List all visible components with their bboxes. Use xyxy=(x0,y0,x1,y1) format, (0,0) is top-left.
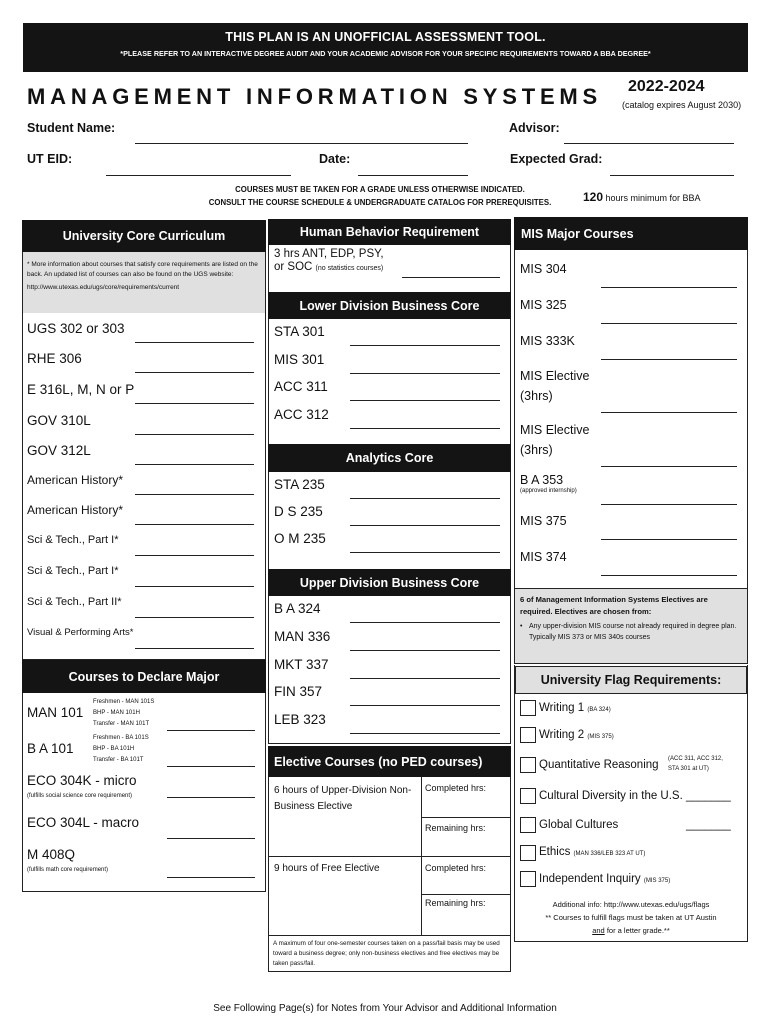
ba101-note: BHP - BA 101H xyxy=(93,746,135,752)
quant-note-line1: (ACC 311, ACC 312, xyxy=(668,756,723,762)
core-course-label: Sci & Tech., Part II* xyxy=(27,596,122,608)
mis-elective2-hours: (3hrs) xyxy=(520,443,553,457)
ethics-note: (MAN 336/LEB 323 AT UT) xyxy=(573,851,646,857)
lower-division-course-label: ACC 312 xyxy=(274,407,329,422)
independent-inquiry-text: Independent Inquiry xyxy=(539,873,641,885)
flags-info-line3 xyxy=(515,924,747,937)
ut-eid-field[interactable] xyxy=(106,175,291,176)
elective-divider xyxy=(421,777,422,935)
quant-checkbox[interactable] xyxy=(520,757,536,773)
upper-division-course-label: B A 324 xyxy=(274,601,321,616)
date-label: Date: xyxy=(319,152,351,166)
flags-info-line2: ** Courses to fulfill flags must be taken at UT Austin xyxy=(545,913,717,922)
quant-note-line2: STA 301 at UT) xyxy=(668,766,709,772)
upper-div-remaining-label: Remaining hrs: xyxy=(425,823,486,833)
expected-grad-field[interactable] xyxy=(610,175,734,176)
upper-division-course-field[interactable] xyxy=(350,705,500,706)
grade-notice xyxy=(180,183,580,209)
mis-elective1-field[interactable] xyxy=(601,412,737,413)
core-course-field[interactable] xyxy=(135,648,254,649)
analytics-core-course-label: D S 235 xyxy=(274,504,323,519)
man101-note: Transfer - MAN 101T xyxy=(93,721,150,727)
ba101-note: Freshmen - BA 101S xyxy=(93,735,149,741)
ba101-label: B A 101 xyxy=(27,741,74,756)
human-behavior-text: or SOC xyxy=(274,261,313,273)
banner-line1: THIS PLAN IS AN UNOFFICIAL ASSESSMENT TOOL. xyxy=(225,30,546,44)
elective-divider xyxy=(421,817,511,818)
lower-division-course-field[interactable] xyxy=(350,345,500,346)
free-remaining-label: Remaining hrs: xyxy=(425,898,486,908)
hours-text: hours minimum for BBA xyxy=(603,193,701,203)
advisor-field[interactable] xyxy=(564,143,734,144)
disclaimer-banner xyxy=(23,23,748,72)
core-course-label: American History* xyxy=(27,473,124,487)
flags-info xyxy=(515,898,747,937)
core-info xyxy=(23,252,265,313)
core-course-field[interactable] xyxy=(135,586,254,587)
analytics-core-course-field[interactable] xyxy=(350,525,500,526)
lower-division-course-field[interactable] xyxy=(350,400,500,401)
lower-division-course-label: STA 301 xyxy=(274,324,325,339)
global-cultures-blank: _______ xyxy=(686,819,731,831)
ethics-checkbox[interactable] xyxy=(520,845,536,861)
ba101-field[interactable] xyxy=(167,766,255,767)
ba353-note: (approved internship) xyxy=(520,488,577,494)
mis-elective2-label: MIS Elective xyxy=(520,423,590,437)
analytics-core-header: Analytics Core xyxy=(268,444,511,472)
writing2-checkbox[interactable] xyxy=(520,727,536,743)
page-footer: See Following Page(s) for Notes from Your Advisor and Additional Information xyxy=(213,1003,557,1014)
writing2-note: (MIS 375) xyxy=(587,734,614,740)
m408q-label: M 408Q xyxy=(27,847,76,862)
upper-division-course-label: LEB 323 xyxy=(274,712,326,727)
global-cultures-checkbox[interactable] xyxy=(520,817,536,833)
core-info-text: * More information about courses that satisfy core requirements are listed on the back. An updated list of courses can also be found on the UGS website: xyxy=(27,261,258,278)
writing1-checkbox[interactable] xyxy=(520,700,536,716)
free-elective-label: 9 hours of Free Elective xyxy=(274,863,380,874)
writing2-text: Writing 2 xyxy=(539,729,585,741)
ba353-field[interactable] xyxy=(601,504,737,505)
core-course-field[interactable] xyxy=(135,342,254,343)
lower-division-course-field[interactable] xyxy=(350,428,500,429)
upper-division-course-field[interactable] xyxy=(350,650,500,651)
upper-division-course-label: FIN 357 xyxy=(274,684,323,699)
writing2-label xyxy=(539,729,614,741)
eco304k-field[interactable] xyxy=(167,797,255,798)
upper-division-header: Upper Division Business Core xyxy=(268,569,511,596)
catalog-expiry: (catalog expires August 2030) xyxy=(622,100,742,110)
core-course-field[interactable] xyxy=(135,617,254,618)
grade-notice-line1: COURSES MUST BE TAKEN FOR A GRADE UNLESS OTHERWISE INDICATED. xyxy=(235,185,525,194)
upper-division-course-label: MKT 337 xyxy=(274,657,329,672)
writing1-label xyxy=(539,702,611,714)
human-behavior-header: Human Behavior Requirement xyxy=(268,219,511,245)
eco304k-note: (fulfills social science core requirement) xyxy=(27,793,133,799)
student-name-label: Student Name: xyxy=(27,121,116,135)
date-field[interactable] xyxy=(358,175,468,176)
analytics-core-course-field[interactable] xyxy=(350,498,500,499)
independent-inquiry-label xyxy=(539,873,670,885)
core-course-label: RHE 306 xyxy=(27,351,82,366)
mis-electives-note-text: 6 of Management Information Systems Electives are required. Electives are chosen from: xyxy=(520,595,708,616)
ethics-label xyxy=(539,846,645,858)
flags-info-line1: Additional info: http://www.utexas.edu/ugs/flags xyxy=(552,900,710,909)
catalog-year: 2022-2024 xyxy=(628,78,705,95)
core-course-label: Sci & Tech., Part I* xyxy=(27,534,119,546)
m408q-note: (fulfills math core requirement) xyxy=(27,867,109,873)
cultural-diversity-label: Cultural Diversity in the U.S. _______ xyxy=(539,790,731,802)
banner-line2: *PLEASE REFER TO AN INTERACTIVE DEGREE AUDIT AND YOUR ACADEMIC ADVISOR FOR YOUR SPECIFIC REQUIREMENTS TOWARD A BBA DEGREE* xyxy=(120,49,651,58)
human-behavior-line2 xyxy=(274,261,383,273)
core-course-field[interactable] xyxy=(135,524,254,525)
page-title: MANAGEMENT INFORMATION SYSTEMS xyxy=(27,84,603,109)
eco304k-label: ECO 304K - micro xyxy=(27,773,137,788)
eco304l-label: ECO 304L - macro xyxy=(27,815,140,830)
m408q-field[interactable] xyxy=(167,877,255,878)
independent-inquiry-checkbox[interactable] xyxy=(520,871,536,887)
elective-divider xyxy=(268,935,511,936)
core-course-label: Sci & Tech., Part I* xyxy=(27,565,119,577)
upper-division-course-field[interactable] xyxy=(350,733,500,734)
writing1-note: (BA 324) xyxy=(587,707,611,713)
man101-label: MAN 101 xyxy=(27,705,84,720)
mis375-field[interactable] xyxy=(601,539,737,540)
mis304-field[interactable] xyxy=(601,287,737,288)
quant-label: Quantitative Reasoning xyxy=(539,759,659,771)
human-behavior-line1: 3 hrs ANT, EDP, PSY, xyxy=(274,248,384,260)
ethics-text: Ethics xyxy=(539,846,571,858)
independent-inquiry-note: (MIS 375) xyxy=(643,878,671,884)
mis-major-header: MIS Major Courses xyxy=(514,217,748,250)
lower-division-course-label: MIS 301 xyxy=(274,352,325,367)
declare-major-header: Courses to Declare Major xyxy=(22,660,266,693)
mis-elective1-hours: (3hrs) xyxy=(520,389,553,403)
analytics-core-course-label: O M 235 xyxy=(274,531,326,546)
student-name-field[interactable] xyxy=(135,143,468,144)
mis-elective1-label: MIS Elective xyxy=(520,369,590,383)
hours-minimum xyxy=(583,190,701,204)
mis-elective2-field[interactable] xyxy=(601,466,737,467)
upper-division-course-label: MAN 336 xyxy=(274,629,331,644)
human-behavior-field[interactable] xyxy=(402,277,500,278)
core-course-label: GOV 312L xyxy=(27,443,91,458)
quant-note xyxy=(668,754,723,774)
bullet-icon: • xyxy=(520,623,523,630)
mis333k-field[interactable] xyxy=(601,359,737,360)
upper-div-completed-label: Completed hrs: xyxy=(425,783,487,793)
core-course-label: UGS 302 or 303 xyxy=(27,321,125,336)
mis325-label: MIS 325 xyxy=(520,298,567,312)
mis374-label: MIS 374 xyxy=(520,550,567,564)
flags-info-rest: for a letter grade.** xyxy=(604,926,670,935)
free-completed-label: Completed hrs: xyxy=(425,863,487,873)
man101-note: Freshmen - MAN 101S xyxy=(93,699,155,705)
core-course-field[interactable] xyxy=(135,464,254,465)
flags-info-and: and xyxy=(592,926,605,935)
lower-division-course-field[interactable] xyxy=(350,373,500,374)
elective-courses-header: Elective Courses (no PED courses) xyxy=(268,746,511,777)
man101-note: BHP - MAN 101H xyxy=(93,710,140,716)
core-course-field[interactable] xyxy=(135,494,254,495)
core-course-field[interactable] xyxy=(135,434,254,435)
ba353-label: B A 353 xyxy=(520,473,564,487)
core-course-label: E 316L, M, N or P xyxy=(27,382,135,397)
analytics-core-course-label: STA 235 xyxy=(274,477,325,492)
advisor-label: Advisor: xyxy=(509,121,560,135)
core-course-field[interactable] xyxy=(135,403,254,404)
upper-division-course-field[interactable] xyxy=(350,678,500,679)
elective-divider xyxy=(421,894,511,895)
ba101-note: Transfer - BA 101T xyxy=(93,757,144,763)
flag-requirements-header: University Flag Requirements: xyxy=(515,666,747,694)
mis333k-label: MIS 333K xyxy=(520,334,575,348)
eco304l-field[interactable] xyxy=(167,838,255,839)
human-behavior-note: (no statistics courses) xyxy=(315,265,384,272)
lower-division-course-label: ACC 311 xyxy=(274,379,328,394)
mis325-field[interactable] xyxy=(601,323,737,324)
upper-division-course-field[interactable] xyxy=(350,622,500,623)
mis-electives-bullet-text: Any upper-division MIS course not already required in degree plan. Typically MIS 373 or MIS 340s courses xyxy=(529,623,737,641)
man101-field[interactable] xyxy=(167,730,255,731)
core-course-label: GOV 310L xyxy=(27,413,91,428)
mis304-label: MIS 304 xyxy=(520,262,567,276)
global-cultures-label: Global Cultures xyxy=(539,819,619,831)
hours-number: 120 xyxy=(583,190,604,204)
upper-div-elective-label: 6 hours of Upper-Division Non-Business Elective xyxy=(274,785,412,812)
analytics-core-course-field[interactable] xyxy=(350,552,500,553)
cultural-diversity-checkbox[interactable] xyxy=(520,788,536,804)
grade-notice-line2: CONSULT THE COURSE SCHEDULE & UNDERGRADUATE CATALOG FOR PREREQUISITES. xyxy=(208,198,552,207)
core-course-field[interactable] xyxy=(135,555,254,556)
writing1-text: Writing 1 xyxy=(539,702,585,714)
ut-eid-label: UT EID: xyxy=(27,152,73,166)
man101-notes xyxy=(93,697,154,730)
mis375-label: MIS 375 xyxy=(520,514,567,528)
core-course-field[interactable] xyxy=(135,372,254,373)
ba101-notes xyxy=(93,733,149,766)
core-curriculum-header: University Core Curriculum xyxy=(22,220,266,252)
mis-electives-note xyxy=(515,588,747,663)
core-info-url: http://www.utexas.edu/ugs/core/requirements/current xyxy=(27,284,180,291)
mis374-field[interactable] xyxy=(601,575,737,576)
core-course-label: American History* xyxy=(27,503,124,517)
core-course-label: Visual & Performing Arts* xyxy=(27,627,134,638)
mis-electives-bullet xyxy=(520,621,742,643)
pass-fail-footnote: A maximum of four one-semester courses taken on a pass/fail basis may be used toward a business degree; only non-business electives and free electives may be taken pass/fail. xyxy=(273,940,500,967)
expected-grad-label: Expected Grad: xyxy=(510,152,603,166)
lower-division-header: Lower Division Business Core xyxy=(268,292,511,319)
